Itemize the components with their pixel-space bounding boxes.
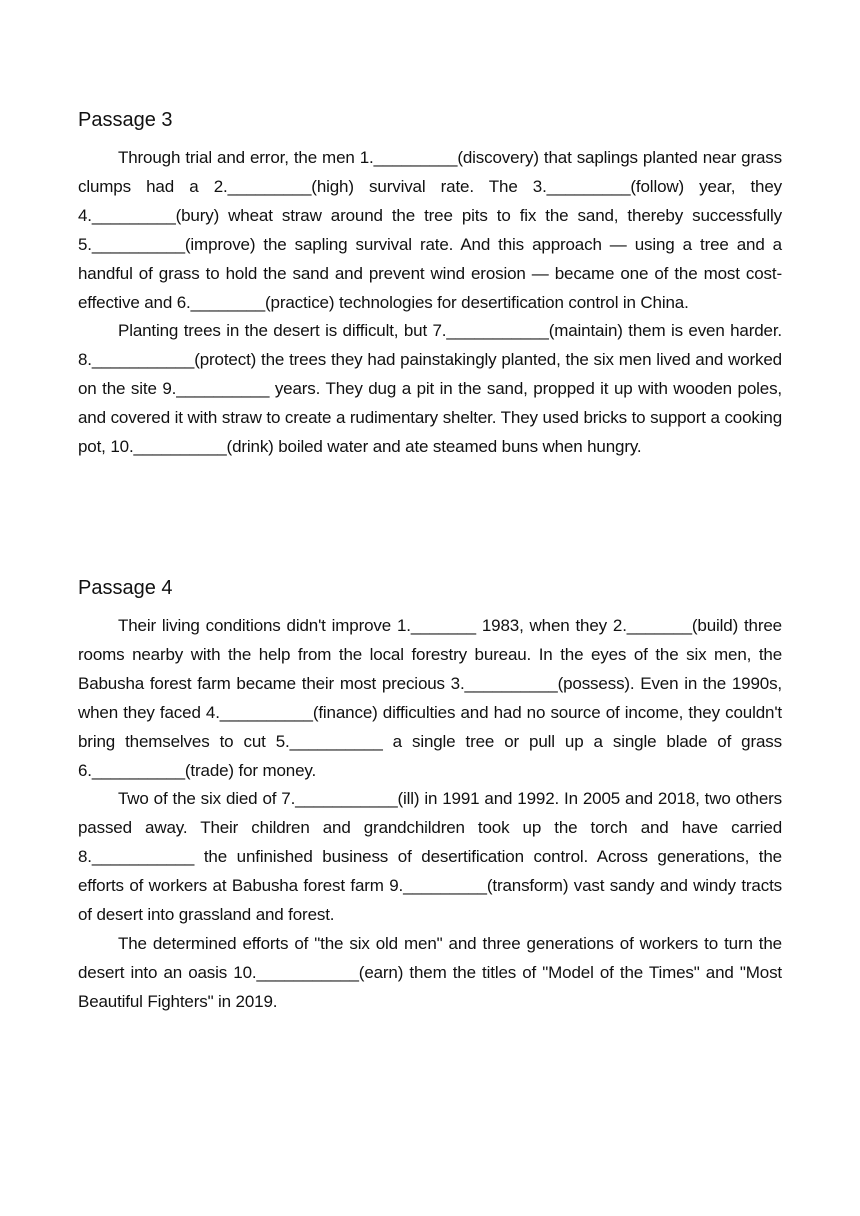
passage-4-paragraph-1: Their living conditions didn't improve 1._______ 1983, when they 2._______(build) three rooms nearby with the help from the local forestry bureau. In the eyes of the six men, the Babusha forest farm became their most precious 3.__________(possess). Even in the 1990s, when they faced 4.__________(finance) difficulties and had no source of income, they couldn't bring themselves to cut 5.__________ a single tree or pull up a single blade of grass 6.__________(trade) for money.: [78, 616, 782, 780]
passage-4: [78, 574, 782, 1017]
passage-4-heading: Passage 4: [78, 577, 173, 599]
passage-3-paragraph-1: Through trial and error, the men 1._________(discovery) that saplings planted near grass clumps had a 2._________(high) survival rate. The 3._________(follow) year, they 4._________(bury) wheat straw around the tree pits to fix the sand, thereby successfully 5.__________(improve) the sapling survival rate. And this approach — using a tree and a handful of grass to hold the sand and prevent wind erosion — became one of the most cost-effective and 6.________(practice) technologies for desertification control in China.: [78, 148, 782, 312]
passage-3-heading: Passage 3: [78, 109, 173, 131]
passage-3-paragraph-2: Planting trees in the desert is difficult, but 7.___________(maintain) them is even harder. 8.___________(protect) the trees they had painstakingly planted, the six men lived and worked on the site 9.__________ years. They dug a pit in the sand, propped it up with wooden poles, and covered it with straw to create a rudimentary shelter. They used bricks to support a cooking pot, 10.__________(drink) boiled water and ate steamed buns when hungry.: [78, 321, 782, 457]
passage-4-paragraph-3: The determined efforts of "the six old men" and three generations of workers to turn the desert into an oasis 10.___________(earn) them the titles of "Model of the Times" and "Most Beautiful Fighters" in 2019.: [78, 933, 782, 1011]
passage-4-paragraph-2: Two of the six died of 7.___________(ill) in 1991 and 1992. In 2005 and 2018, two others passed away. Their children and grandchildren took up the torch and have carried 8.___________ the unfinished business of desertification control. Across generations, the efforts of workers at Babusha forest farm 9._________(transform) vast sandy and windy tracts of desert into grassland and forest.: [78, 789, 782, 925]
passage-3: [78, 106, 782, 462]
